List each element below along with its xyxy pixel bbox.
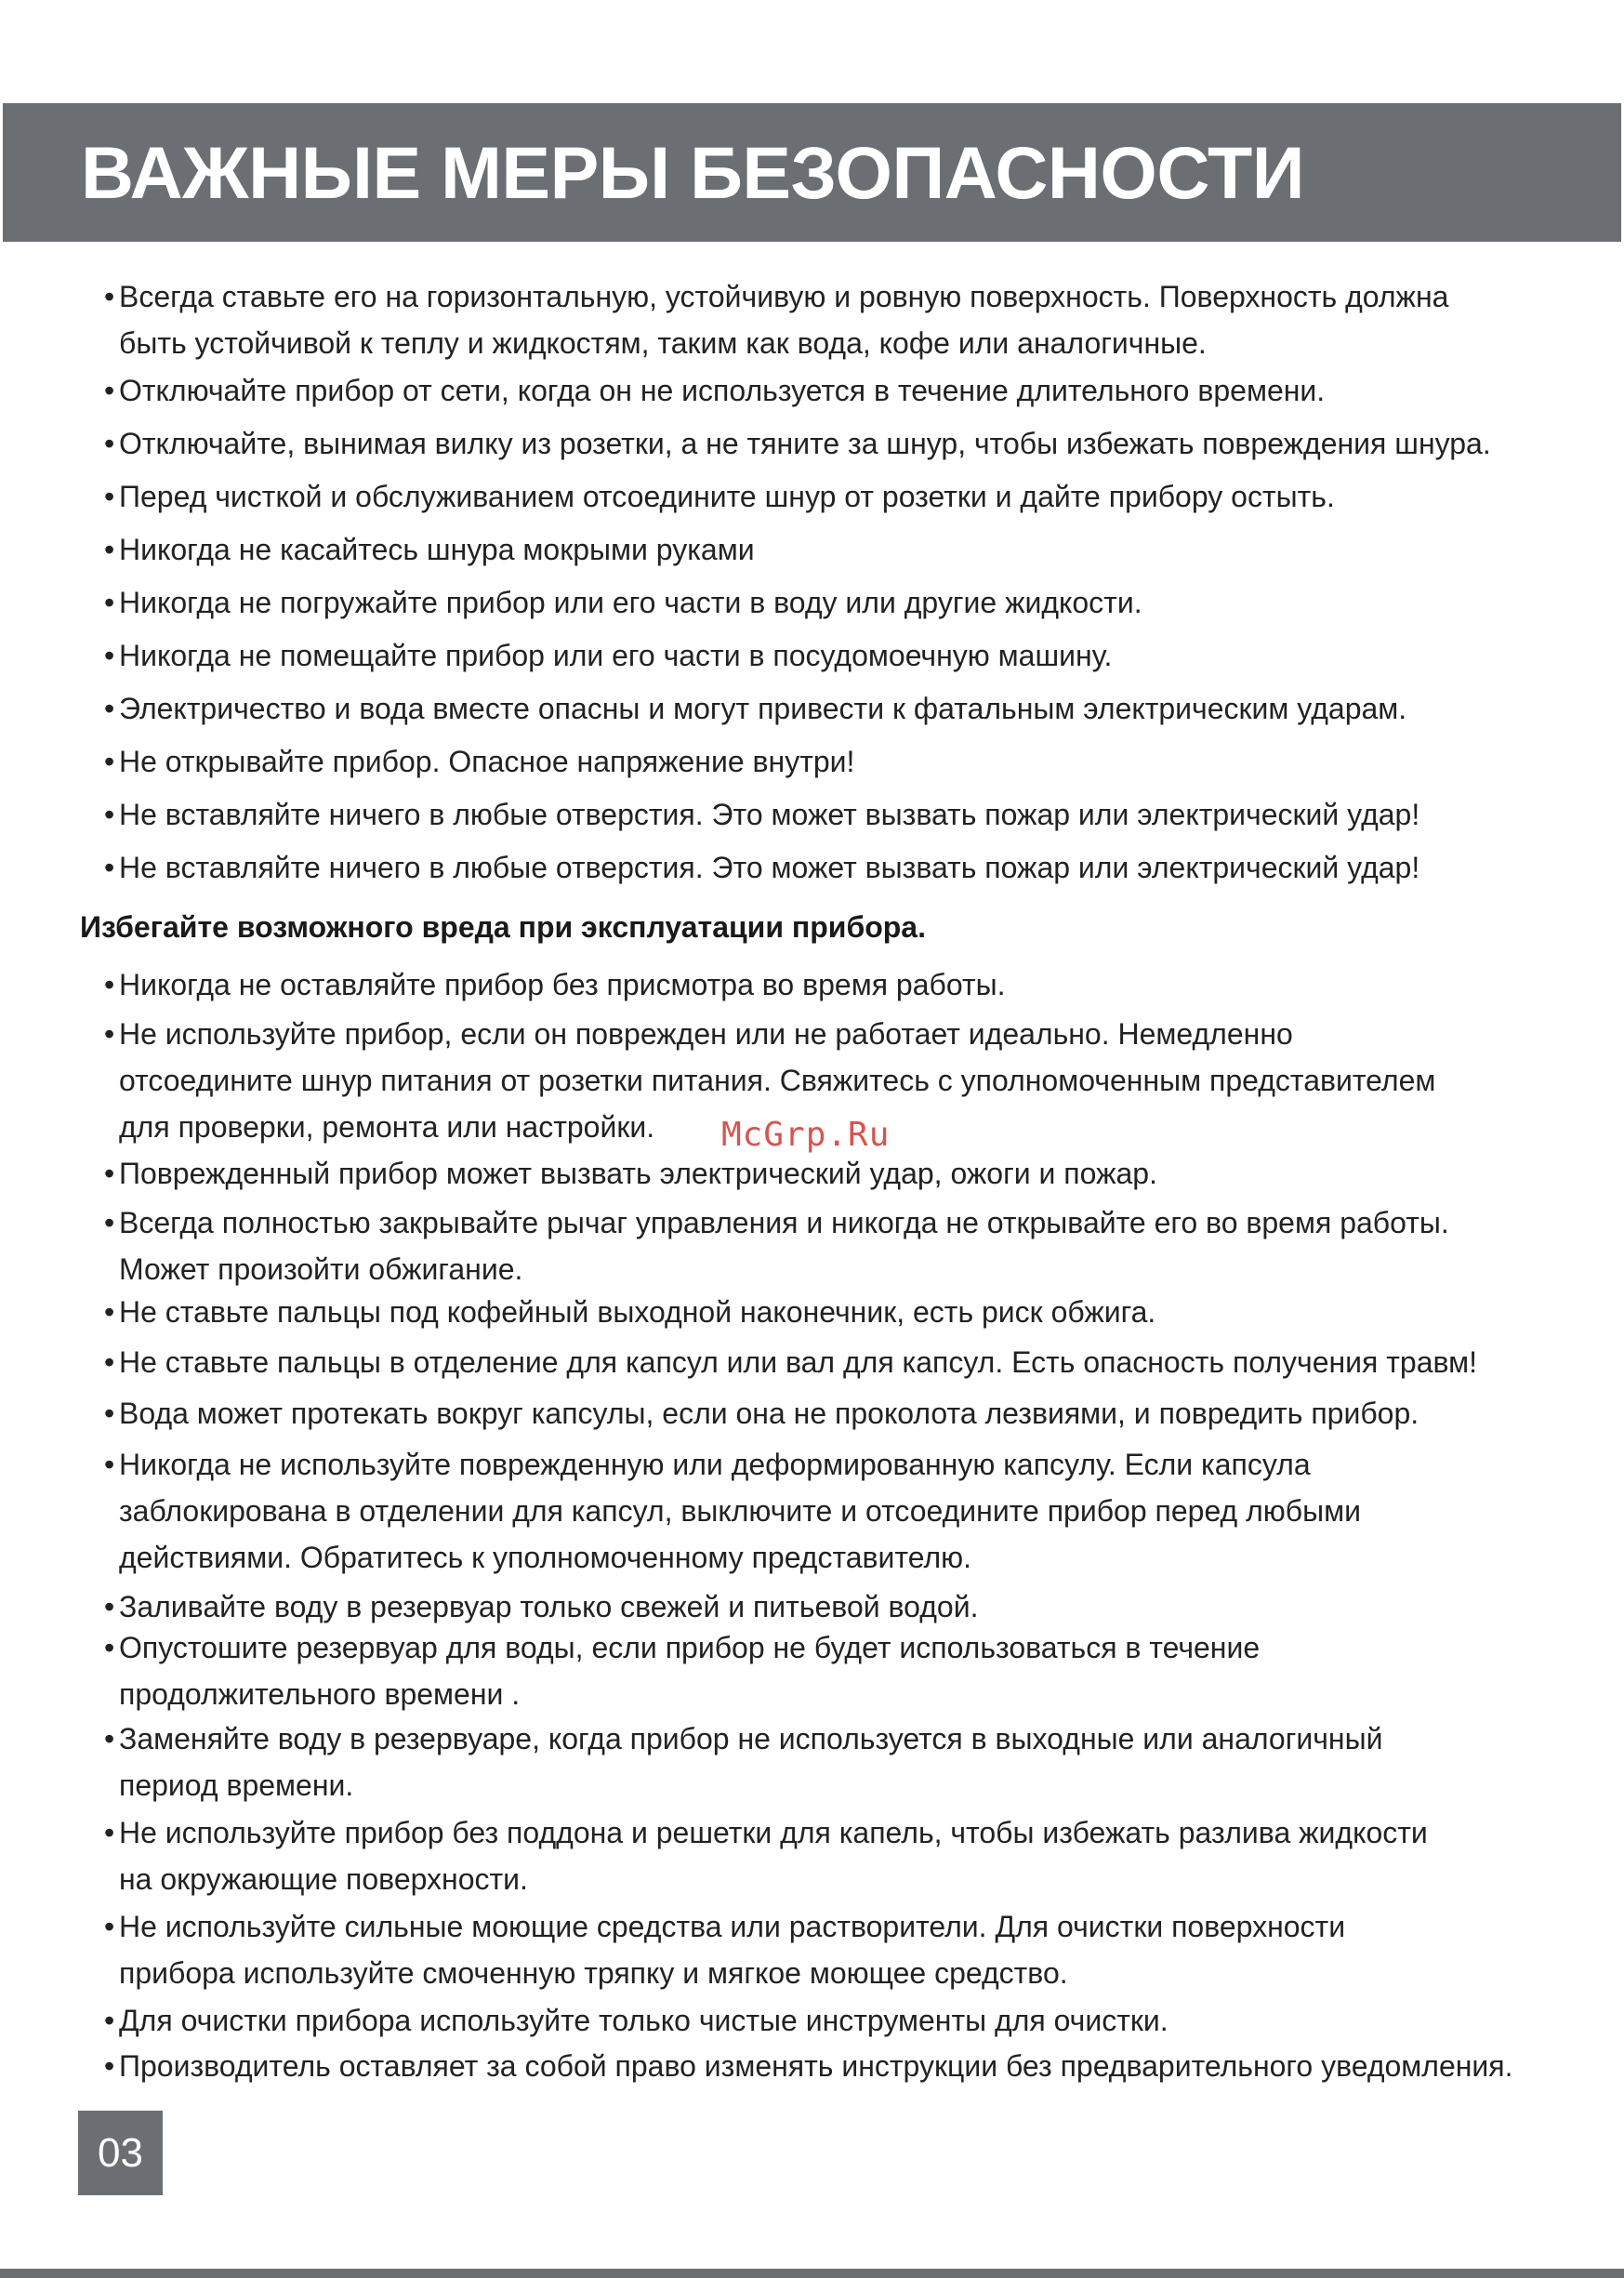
list-item: [104, 1715, 1554, 1808]
list-item: [104, 2043, 1554, 2089]
bullet: •: [104, 1017, 115, 1051]
list-item: [104, 273, 1554, 366]
list-item-text: Производитель оставляет за собой право изменять инструкции без предварительного уведомления.: [119, 2049, 1513, 2083]
bullet: •: [104, 1722, 115, 1755]
list-item-text: Никогда не используйте поврежденную или деформированную капсулу. Если капсула заблокирована в отделении для капсул, выключите и отсоедините прибор перед любыми действиями. Обратитесь к уполномоченному представителю.: [119, 1448, 1361, 1574]
list-item: [104, 1809, 1554, 1902]
bullet: •: [104, 1345, 115, 1379]
bullet: •: [104, 427, 115, 460]
list-item-text: Всегда ставьте его на горизонтальную, устойчивую и ровную поверхность. Поверхность должна быть устойчивой к теплу и жидкостям, таким как вода, кофе или аналогичные.: [119, 280, 1449, 360]
bullet: •: [104, 1206, 115, 1239]
list-item-text: Не используйте прибор без поддона и решетки для капель, чтобы избежать разлива жидкости на окружающие поверхности.: [119, 1816, 1428, 1896]
bullet: •: [104, 1448, 115, 1481]
bullet: •: [104, 2049, 115, 2083]
bullet: •: [104, 798, 115, 831]
bullet: •: [104, 586, 115, 619]
list-item: [104, 1903, 1554, 1996]
list-item-text: Никогда не оставляйте прибор без присмотра во время работы.: [119, 968, 1006, 1001]
bullet: •: [104, 480, 115, 513]
list-item: [104, 791, 1554, 838]
bottom-divider: [0, 2269, 1624, 2278]
list-item: [104, 844, 1554, 891]
list-item-text: Никогда не помещайте прибор или его части в посудомоечную машину.: [119, 639, 1113, 672]
bullet: •: [104, 280, 115, 313]
list-item: [104, 632, 1554, 679]
list-item-text: Никогда не касайтесь шнура мокрыми руками: [119, 533, 755, 566]
list-item-text: Всегда полностью закрывайте рычаг управления и никогда не открывайте его во время работы. Может произойти обжигание.: [119, 1206, 1449, 1286]
list-item: [104, 1339, 1554, 1385]
list-item: [104, 961, 1554, 1008]
list-item-text: Отключайте, вынимая вилку из розетки, а не тяните за шнур, чтобы избежать повреждения шнура.: [119, 427, 1491, 460]
list-item-text: Не вставляйте ничего в любые отверстия. Это может вызвать пожар или электрический удар!: [119, 851, 1420, 884]
list-item: [104, 738, 1554, 785]
list-item-text: Для очистки прибора используйте только чистые инструменты для очистки.: [119, 2004, 1168, 2037]
list-item: [104, 1289, 1554, 1335]
list-item: [104, 1199, 1554, 1292]
section-heading: Избегайте возможного вреда при эксплуатации прибора.: [80, 910, 926, 944]
bullet: •: [104, 968, 115, 1001]
list-item-text: Не используйте прибор, если он поврежден или не работает идеально. Немедленно отсоедините шнур питания от розетки питания. Свяжитесь с уполномоченным представителем для проверки, ремонта или настройки.: [119, 1017, 1436, 1144]
bullet: •: [104, 1590, 115, 1623]
list-item-text: Опустошите резервуар для воды, если прибор не будет использоваться в течение продолжительного времени .: [119, 1631, 1261, 1711]
list-item: [104, 1624, 1554, 1717]
list-item-text: Отключайте прибор от сети, когда он не используется в течение длительного времени.: [119, 374, 1326, 407]
bullet: •: [104, 374, 115, 407]
list-item: [104, 1441, 1554, 1581]
list-item: [104, 420, 1554, 467]
watermark: McGrp.Ru: [721, 1116, 891, 1154]
list-item-text: Не открывайте прибор. Опасное напряжение внутри!: [119, 745, 855, 778]
list-item-text: Никогда не погружайте прибор или его части в воду или другие жидкости.: [119, 586, 1142, 619]
list-item-text: Вода может протекать вокруг капсулы, если она не проколота лезвиями, и повредить прибор.: [119, 1397, 1419, 1430]
bullet: •: [104, 639, 115, 672]
bullet: •: [104, 1910, 115, 1943]
list-item: [104, 1997, 1554, 2044]
list-item-text: Поврежденный прибор может вызвать электрический удар, ожоги и пожар.: [119, 1157, 1157, 1190]
page-title: ВАЖНЫЕ МЕРЫ БЕЗОПАСНОСТИ: [81, 131, 1304, 214]
list-item: [104, 526, 1554, 573]
list-item-text: Электричество и вода вместе опасны и могут привести к фатальным электрическим ударам.: [119, 692, 1407, 725]
list-item: [104, 473, 1554, 520]
bullet: •: [104, 1295, 115, 1329]
list-item-text: Не ставьте пальцы в отделение для капсул или вал для капсул. Есть опасность получения травм!: [119, 1345, 1478, 1379]
list-item: [104, 685, 1554, 732]
list-item-text: Не вставляйте ничего в любые отверстия. Это может вызвать пожар или электрический удар!: [119, 798, 1420, 831]
bullet: •: [104, 2004, 115, 2037]
bullet: •: [104, 533, 115, 566]
list-item: [104, 579, 1554, 626]
bullet: •: [104, 745, 115, 778]
bullet: •: [104, 1631, 115, 1664]
list-item: [104, 1583, 1554, 1630]
list-item-text: Заливайте воду в резервуар только свежей и питьевой водой.: [119, 1590, 979, 1623]
list-item: [104, 367, 1554, 414]
bullet: •: [104, 692, 115, 725]
list-item-text: Перед чисткой и обслуживанием отсоедините шнур от розетки и дайте прибору остыть.: [119, 480, 1335, 513]
bullet: •: [104, 1397, 115, 1430]
bullet: •: [104, 851, 115, 884]
list-item-text: Не ставьте пальцы под кофейный выходной наконечник, есть риск обжига.: [119, 1295, 1156, 1329]
bullet: •: [104, 1157, 115, 1190]
list-item-text: Заменяйте воду в резервуаре, когда прибор не используется в выходные или аналогичный период времени.: [119, 1722, 1383, 1802]
list-item: [104, 1390, 1554, 1437]
page-number: 03: [78, 2111, 163, 2195]
list-item-text: Не используйте сильные моющие средства или растворители. Для очистки поверхности прибора используйте смоченную тряпку и мягкое моющее средство.: [119, 1910, 1346, 1990]
header-bar: [3, 103, 1621, 242]
bullet: •: [104, 1816, 115, 1849]
